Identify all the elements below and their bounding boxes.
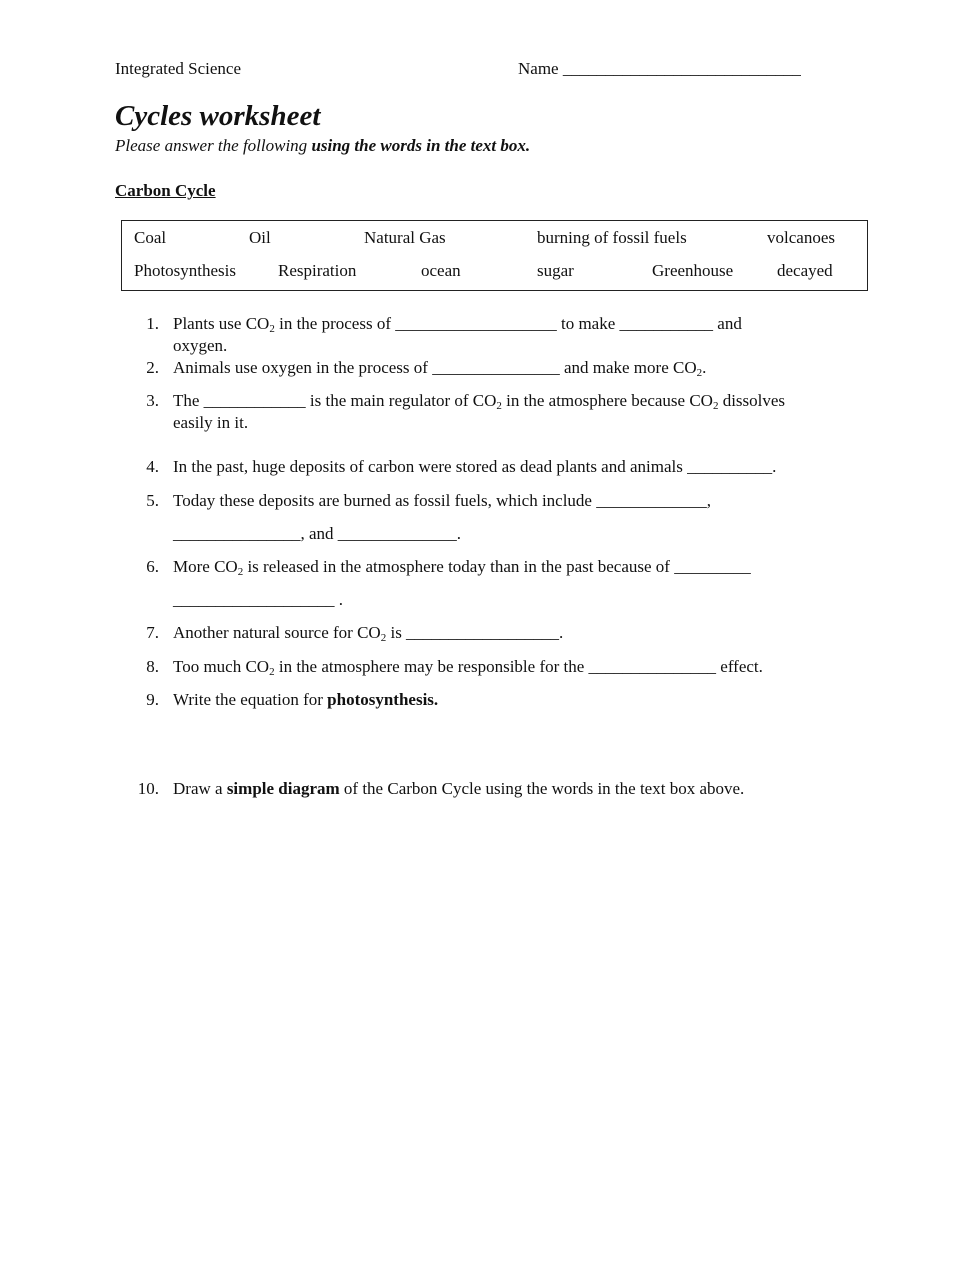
q7-text [173, 623, 563, 643]
q10-text [173, 779, 744, 799]
q3-text-b: in the atmosphere because CO [501, 391, 713, 410]
q9-text-a: Write the equation for [173, 690, 328, 709]
q6-sub: 2 [237, 566, 244, 578]
word-ocean: ocean [421, 261, 461, 280]
q10-bold: simple diagram [226, 779, 340, 798]
q2-sub: 2 [696, 367, 703, 379]
section-heading: Carbon Cycle [115, 181, 216, 200]
q4-number: 4. [146, 457, 159, 476]
instructions-emphasis: using the words in the text box. [311, 136, 531, 155]
q3-sub2: 2 [712, 400, 719, 412]
word-photosynthesis: Photosynthesis [134, 261, 237, 280]
q3-text-c: dissolves [718, 391, 786, 410]
q6-text [173, 557, 751, 577]
q3-text-cont: easily in it. [173, 413, 249, 432]
q4-text: In the past, huge deposits of carbon were stored as dead plants and animals __________. [173, 457, 777, 476]
q10-text-b: of the Carbon Cycle using the words in the text box above. [339, 779, 745, 798]
q2-text [173, 358, 706, 378]
word-greenhouse: Greenhouse [652, 261, 734, 280]
q5-text: Today these deposits are burned as fossil fuels, which include _____________, [173, 491, 711, 510]
word-decayed: decayed [777, 261, 833, 280]
instructions-plain: Please answer the following [115, 136, 312, 155]
word-natural-gas: Natural Gas [364, 228, 446, 247]
q5-number: 5. [146, 491, 159, 510]
q1-text-a: Plants use CO [173, 314, 270, 333]
q7-text-b: is __________________. [386, 623, 564, 642]
q6-text-cont: ___________________ . [173, 590, 343, 609]
q8-text-a: Too much CO [173, 657, 270, 676]
word-oil: Oil [249, 228, 271, 247]
word-sugar: sugar [537, 261, 574, 280]
q10-text-a: Draw a [173, 779, 227, 798]
q2-text-a: Animals use oxygen in the process of _______________ and make more CO [173, 358, 697, 377]
q9-text [173, 690, 438, 710]
q1-text [173, 314, 742, 334]
q7-sub: 2 [380, 632, 387, 644]
q8-sub: 2 [269, 666, 275, 678]
q8-text [173, 657, 763, 677]
word-volcanoes: volcanoes [767, 228, 835, 247]
q5-text-cont: _______________, and ______________. [173, 524, 462, 543]
course-name: Integrated Science [115, 59, 242, 78]
q3-text [173, 391, 785, 411]
q6-text-b: is released in the atmosphere today than in the past because of _________ [243, 557, 751, 576]
instructions [115, 136, 530, 156]
worksheet-title: Cycles worksheet [115, 100, 321, 132]
q8-number: 8. [146, 657, 159, 676]
word-burning-fossil-fuels: burning of fossil fuels [537, 228, 687, 247]
student-name-field: Name ____________________________ [518, 59, 801, 78]
q7-text-a: Another natural source for CO [173, 623, 381, 642]
word-coal: Coal [134, 228, 167, 247]
q9-bold: photosynthesis. [327, 690, 439, 709]
q6-number: 6. [146, 557, 159, 576]
q3-text-a: The ____________ is the main regulator of CO [173, 391, 497, 410]
q2-number: 2. [146, 358, 159, 377]
q8-text-b: in the atmosphere may be responsible for the _______________ effect. [274, 657, 763, 676]
q1-sub: 2 [269, 323, 275, 335]
q9-number: 9. [146, 690, 159, 709]
q1-text-b: in the process of ___________________ to make ___________ and [274, 314, 742, 333]
q10-number: 10. [137, 779, 159, 798]
word-respiration: Respiration [278, 261, 357, 280]
q1-text-cont: oxygen. [173, 336, 228, 355]
q7-number: 7. [146, 623, 159, 642]
q3-sub: 2 [496, 400, 502, 412]
q1-number: 1. [146, 314, 159, 333]
q2-text-b: . [702, 358, 707, 377]
q6-text-a: More CO [173, 557, 238, 576]
q3-number: 3. [146, 391, 159, 410]
